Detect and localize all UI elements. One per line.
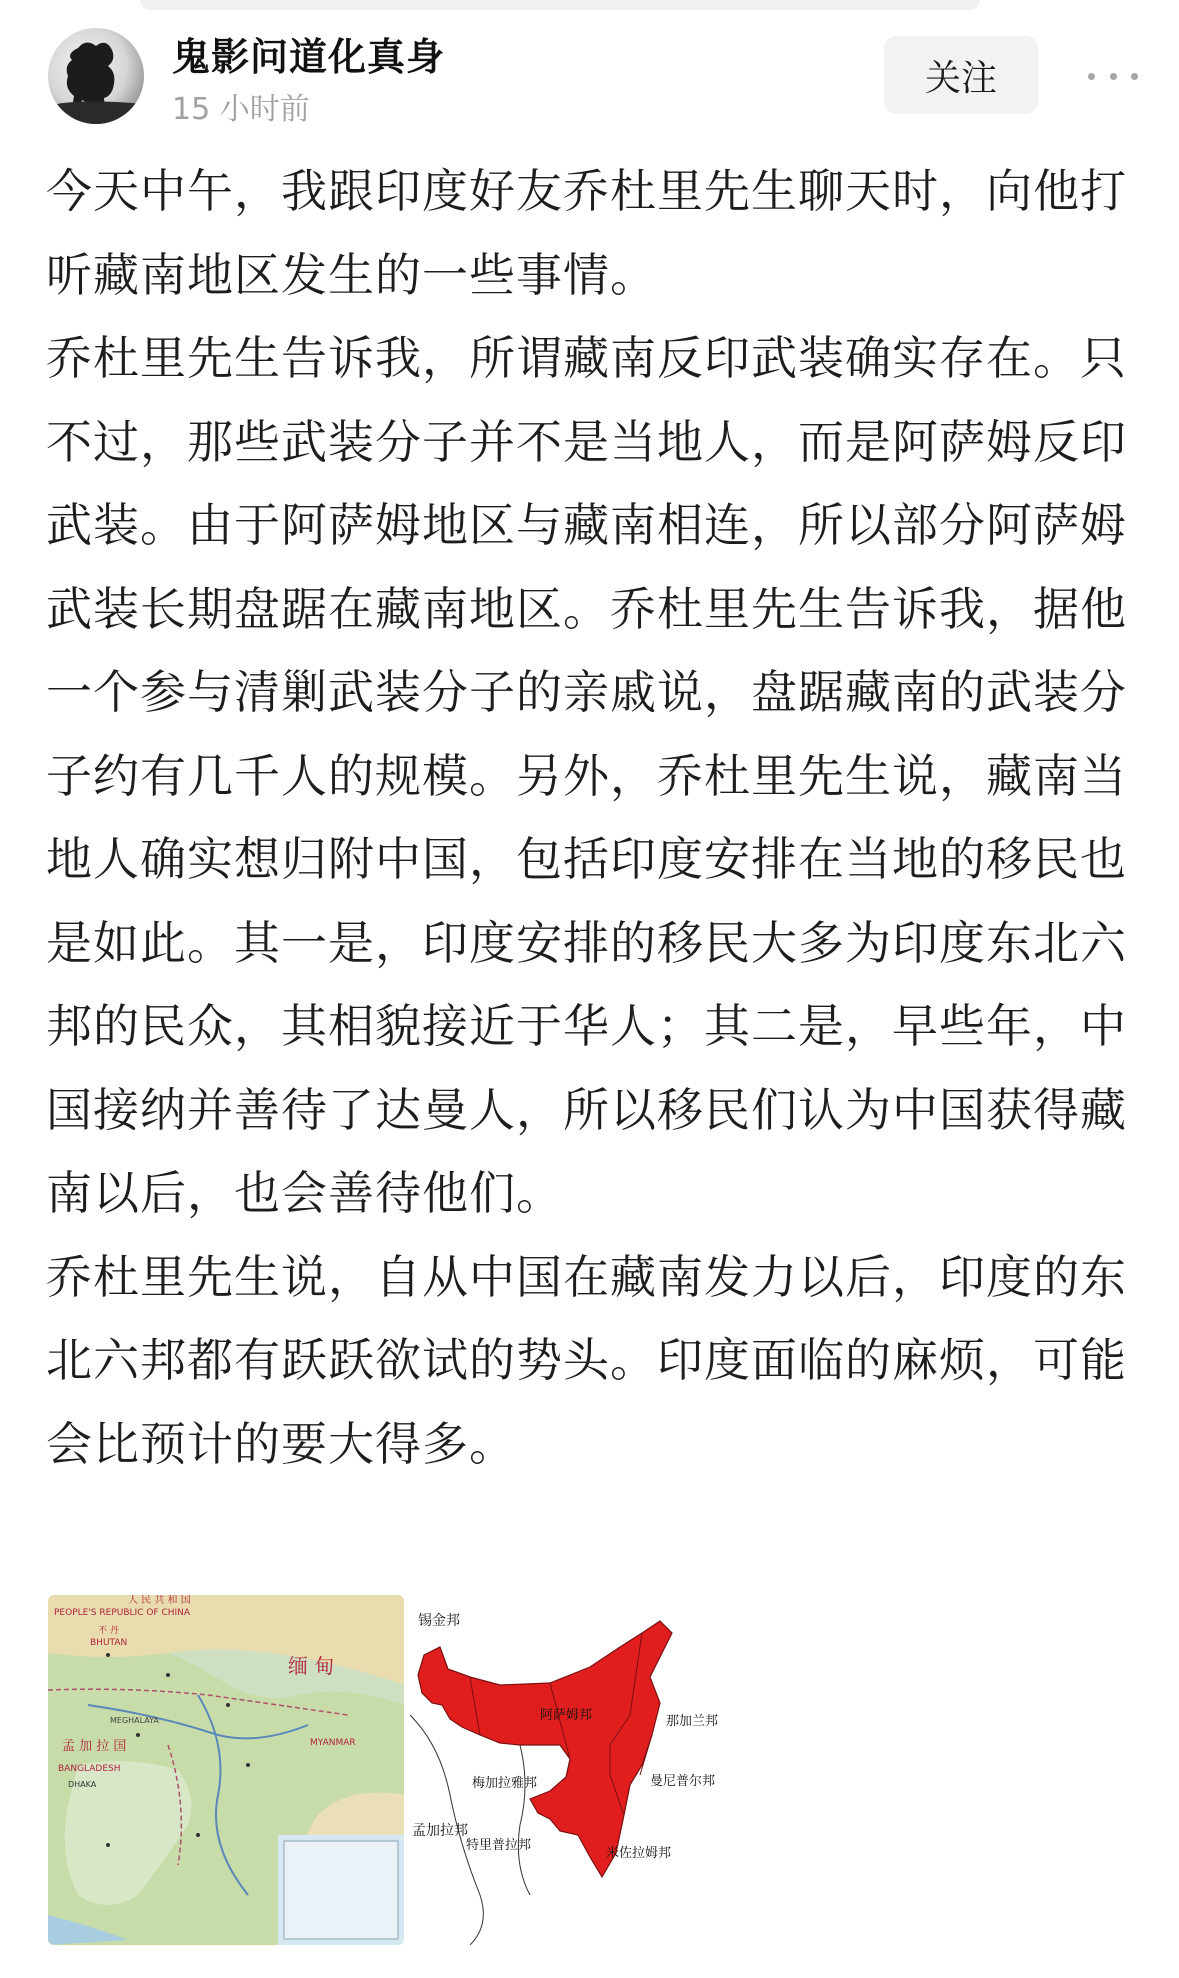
map-label-nagaland: 那加兰邦 [666, 1714, 719, 1729]
follow-button[interactable]: 关注 [884, 36, 1038, 114]
map-label-bangladesh: BANGLADESH [58, 1764, 121, 1774]
post-header [0, 0, 1179, 150]
paragraph: 乔杜里先生告诉我，所谓藏南反印武装确实存在。只不过，那些武装分子并不是当地人，而是阿萨姆反印武装。由于阿萨姆地区与藏南相连，所以部分阿萨姆武装长期盘踞在藏南地区。乔杜里先生告诉我，据他一个参与清剿武装分子的亲戚说，盘踞藏南的武装分子约有几千人的规模。另外，乔杜里先生说，藏南当地人确实想归附中国，包括印度安排在当地的移民也是如此。其一是，印度安排的移民大多为印度东北六邦的民众，其相貌接近于华人；其二是，早些年，中国接纳并善待了达曼人，所以移民们认为中国获得藏南以后，也会善待他们。 [46, 331, 1127, 1220]
avatar-image [48, 28, 144, 124]
map-label-myanmar-cn: 缅 甸 [288, 1654, 335, 1678]
dot [1110, 73, 1117, 80]
map-image-northeast-states[interactable] [410, 1595, 770, 1945]
dot [1131, 73, 1138, 80]
more-dots-icon[interactable] [1088, 56, 1138, 96]
map-label-sikkim: 锡金邦 [418, 1613, 460, 1629]
map-graphic [48, 1595, 404, 1945]
post-timestamp: 15 小时前 [172, 92, 310, 127]
map-graphic [410, 1595, 770, 1945]
username[interactable]: 鬼影问道化真身 [172, 35, 446, 79]
map-label-tripura: 特里普拉邦 [466, 1838, 532, 1853]
dot [1088, 73, 1095, 80]
map-label-mizoram: 米佐拉姆邦 [606, 1846, 672, 1861]
paragraph: 今天中午，我跟印度好友乔杜里先生聊天时，向他打听藏南地区发生的一些事情。 [46, 164, 1127, 302]
map-image-northeast-india[interactable] [48, 1595, 404, 1945]
map-label-bhutan-cn: 不 丹 [98, 1626, 119, 1636]
post-body [46, 150, 1136, 1486]
map-label-bhutan: BHUTAN [90, 1638, 128, 1648]
map-label-china-cn: 人 民 共 和 国 [128, 1595, 191, 1606]
map-label-bangladesh: 孟加拉邦 [412, 1823, 468, 1839]
map-label-meghalaya: MEGHALAYA [110, 1716, 159, 1725]
map-label-manipur: 曼尼普尔邦 [650, 1774, 716, 1789]
avatar[interactable] [48, 28, 144, 124]
map-label-myanmar: MYANMAR [310, 1738, 356, 1748]
paragraph: 乔杜里先生说，自从中国在藏南发力以后，印度的东北六邦都有跃跃欲试的势头。印度面临的麻烦，可能会比预计的要大得多。 [46, 1249, 1127, 1471]
map-label-dhaka: DHAKA [68, 1780, 97, 1789]
map-label-bangladesh-cn: 孟 加 拉 国 [62, 1739, 127, 1754]
map-label-assam: 阿萨姆邦 [540, 1708, 593, 1723]
map-label-china: PEOPLE'S REPUBLIC OF CHINA [54, 1608, 191, 1618]
map-label-meghalaya: 梅加拉雅邦 [472, 1776, 538, 1791]
